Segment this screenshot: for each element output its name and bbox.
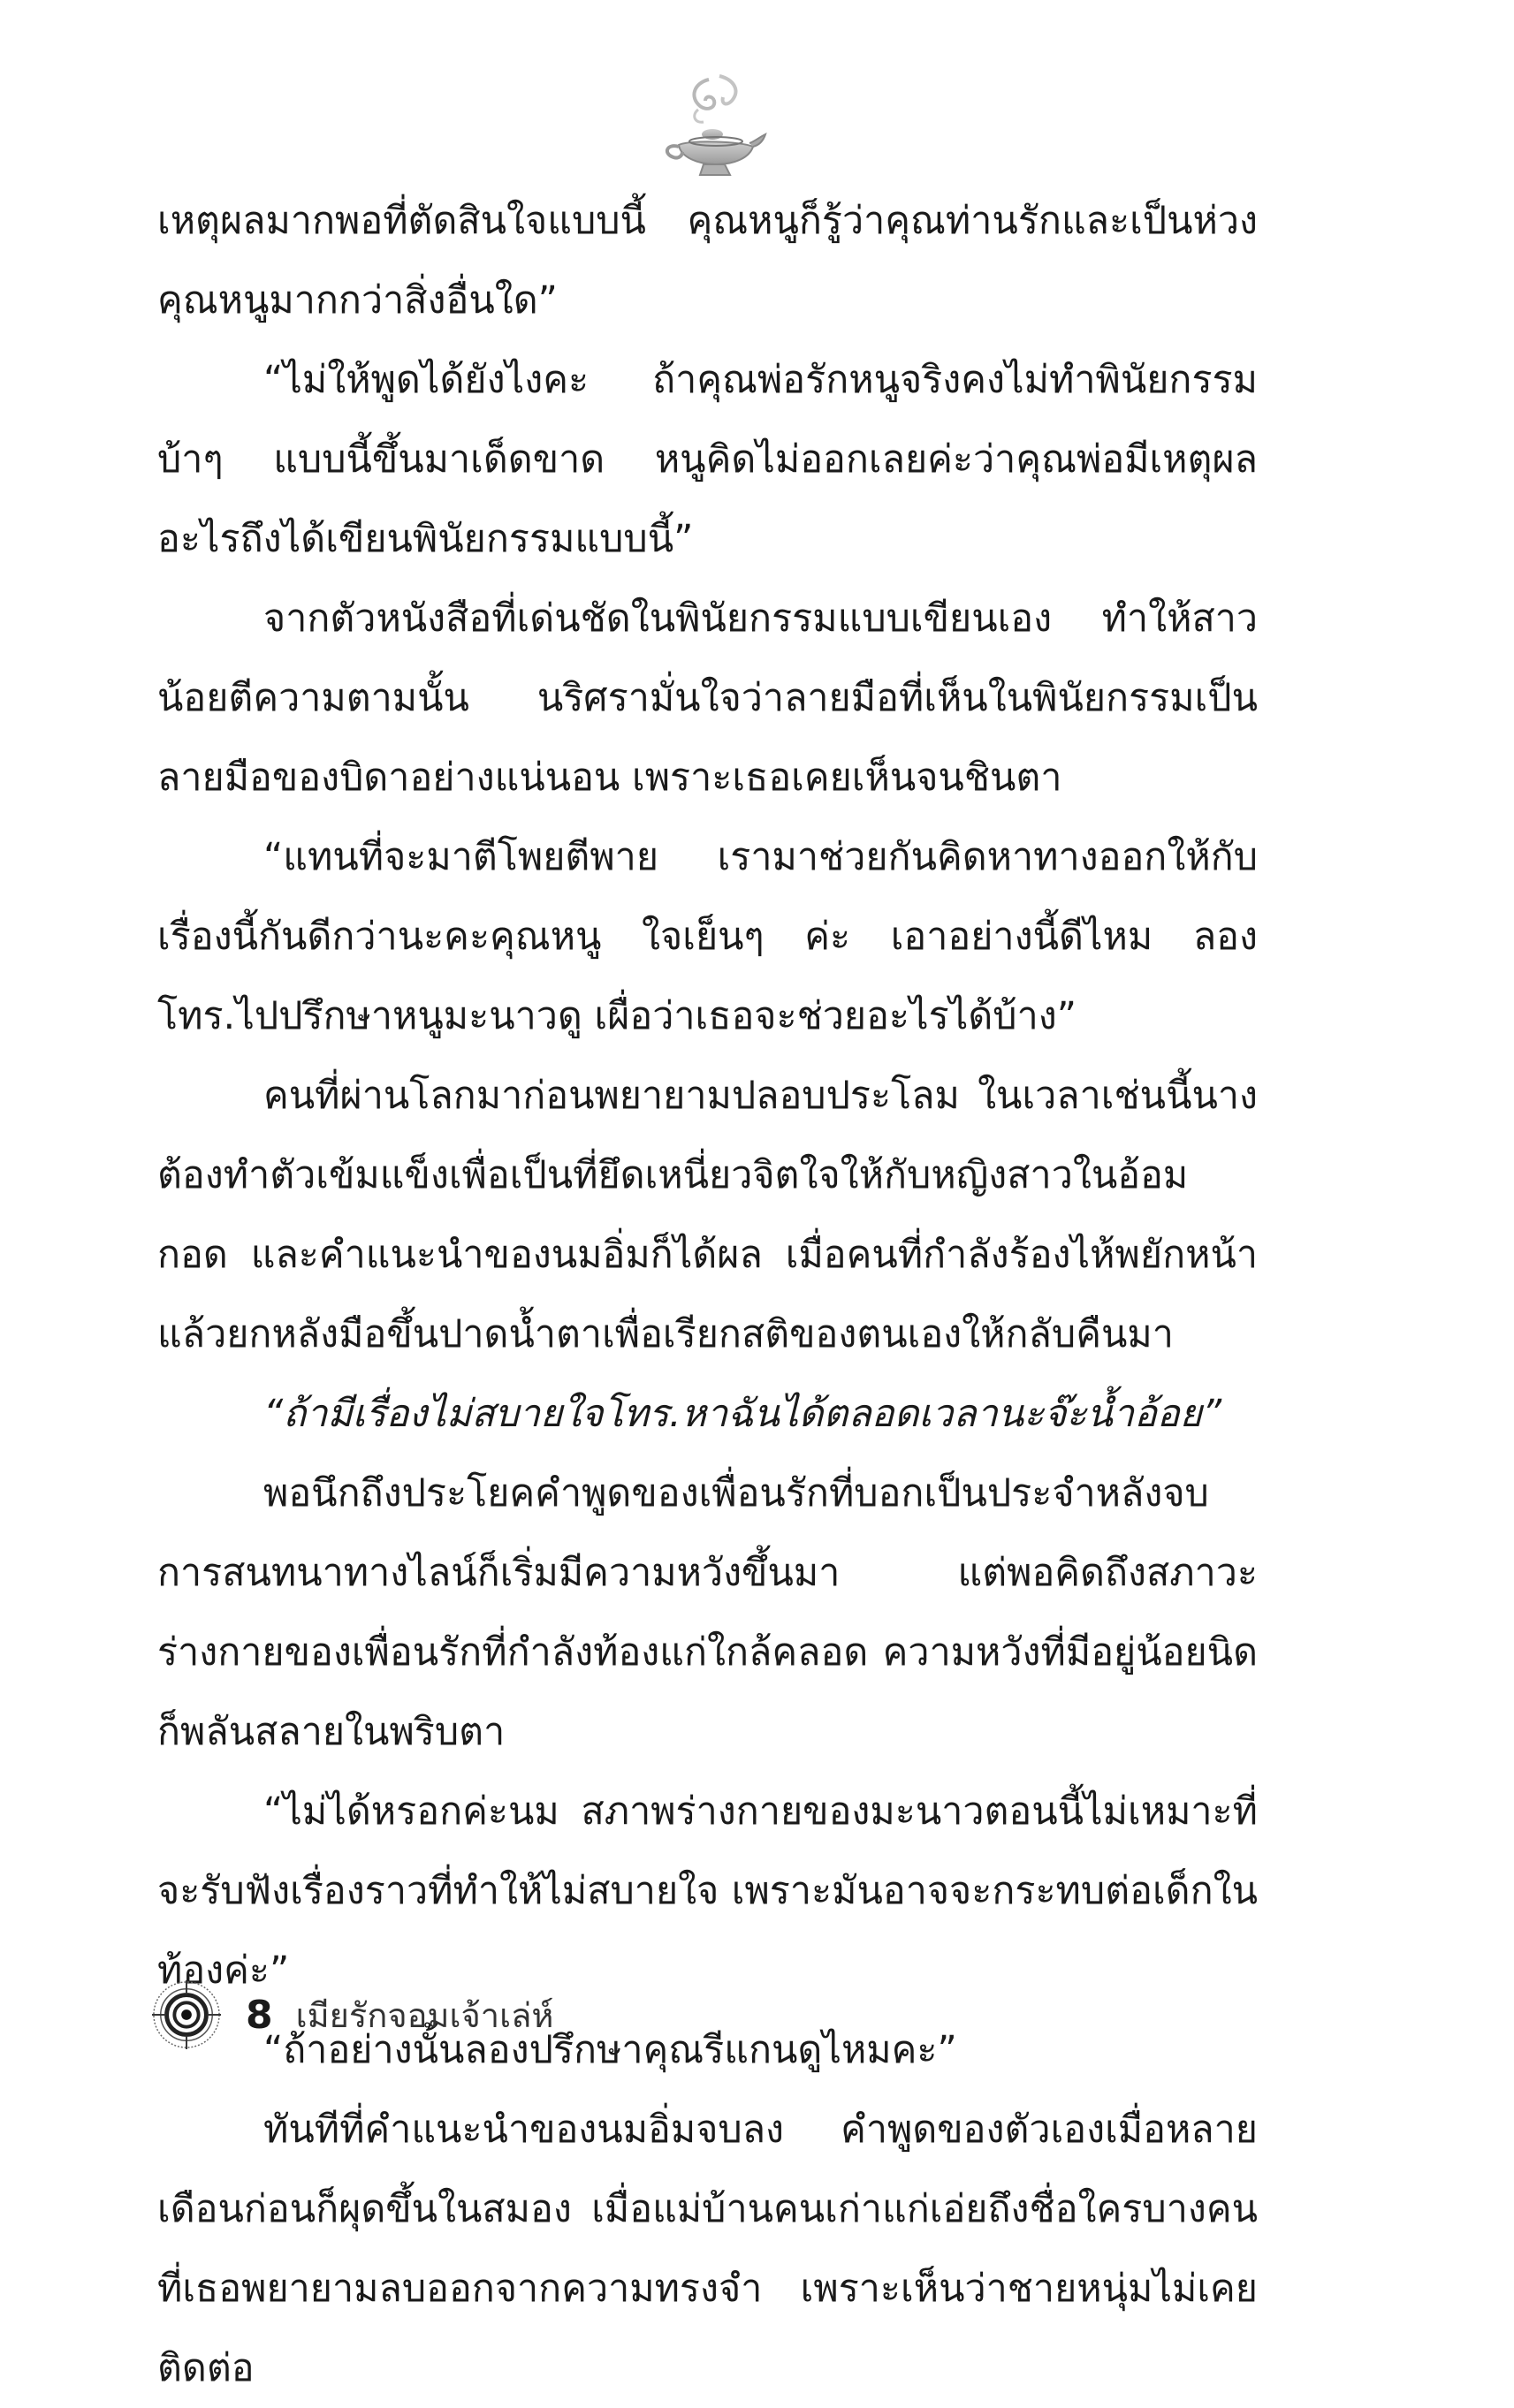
page-number: 8 <box>246 1992 273 2038</box>
paragraph: ทันทีที่คำแนะนำของนมอิ่มจบลง คำพูดของตัวเองเมื่อหลายเดือนก่อนก็ผุดขึ้นในสมอง เมื่อแม่บ้านคนเก่าแก่เอ่ยถึงชื่อใครบางคนที่เธอพยายามลบออกจากความทรงจำ เพราะเห็นว่าชายหนุ่มไม่เคยติดต่อ <box>157 2108 1258 2390</box>
paragraph: “ไม่ได้หรอกค่ะนม สภาพร่างกายของมะนาวตอนนี้ไม่เหมาะที่จะรับฟังเรื่องราวที่ทำให้ไม่สบายใจ เพราะมันอาจจะกระทบต่อเด็กในท้องค่ะ” <box>157 1789 1258 1993</box>
paragraph: “ถ้าอย่างนั้นลองปรึกษาคุณรีแกนดูไหมคะ” <box>263 2028 957 2072</box>
paragraph: “ไม่ให้พูดได้ยังไงคะ ถ้าคุณพ่อรักหนูจริงคงไม่ทำพินัยกรรมบ้าๆ แบบนี้ขึ้นมาเด็ดขาด หนูคิดไม่ออกเลยค่ะว่าคุณพ่อมีเหตุผลอะไรถึงได้เขียนพินัยกรรมแบบนี้” <box>157 358 1258 561</box>
target-icon <box>152 1980 221 2049</box>
paragraph: เหตุผลมากพอที่ตัดสินใจแบบนี้ คุณหนูก็รู้ว่าคุณท่านรักและเป็นห่วงคุณหนูมากกว่าสิ่งอื่นใด” <box>157 199 1258 323</box>
magic-lamp-icon <box>654 71 769 186</box>
book-title: เมียรักจอมเจ้าเล่ห์ <box>295 1995 554 2035</box>
paragraph: คนที่ผ่านโลกมาก่อนพยายามปลอบประโลม ในเวลาเช่นนี้นางต้องทำตัวเข้มแข็งเพื่อเป็นที่ยึดเหนี่ยวจิตใจให้กับหญิงสาวในอ้อมกอด และคำแนะนำของนมอิ่มก็ได้ผล เมื่อคนที่กำลังร้องไห้พยักหน้าแล้วยกหลังมือขึ้นปาดน้ำตาเพื่อเรียกสติของตนเองให้กลับคืนมา <box>157 1074 1258 1356</box>
paragraph: จากตัวหนังสือที่เด่นชัดในพินัยกรรมแบบเขียนเอง ทำให้สาวน้อยตีความตามนั้น นริศรามั่นใจว่าลายมือที่เห็นในพินัยกรรมเป็นลายมือของบิดาอย่างแน่นอน เพราะเธอเคยเห็นจนชินตา <box>157 596 1258 800</box>
paragraph: พอนึกถึงประโยคคำพูดของเพื่อนรักที่บอกเป็นประจำหลังจบการสนทนาทางไลน์ก็เริ่มมีความหวังขึ้นมา แต่พอคิดถึงสภาวะร่างกายของเพื่อนรักที่กำลังท้องแก่ใกล้คลอด ความหวังที่มีอยู่น้อยนิดก็พลันสลายในพริบตา <box>157 1471 1258 1754</box>
paragraph: “แทนที่จะมาตีโพยตีพาย เรามาช่วยกันคิดหาทางออกให้กับเรื่องนี้กันดีกว่านะคะคุณหนู ใจเย็นๆ ค่ะ เอาอย่างนี้ดีไหม ลองโทร.ไปปรึกษาหนูมะนาวดู เผื่อว่าเธอจะช่วยอะไรได้บ้าง” <box>157 835 1258 1038</box>
paragraph: “ถ้ามีเรื่องไม่สบายใจโทร.หาฉันได้ตลอดเวลานะจ๊ะน้ำอ้อย” <box>263 1392 1222 1436</box>
page-footer <box>152 1979 553 2050</box>
body-text <box>157 181 1258 2408</box>
